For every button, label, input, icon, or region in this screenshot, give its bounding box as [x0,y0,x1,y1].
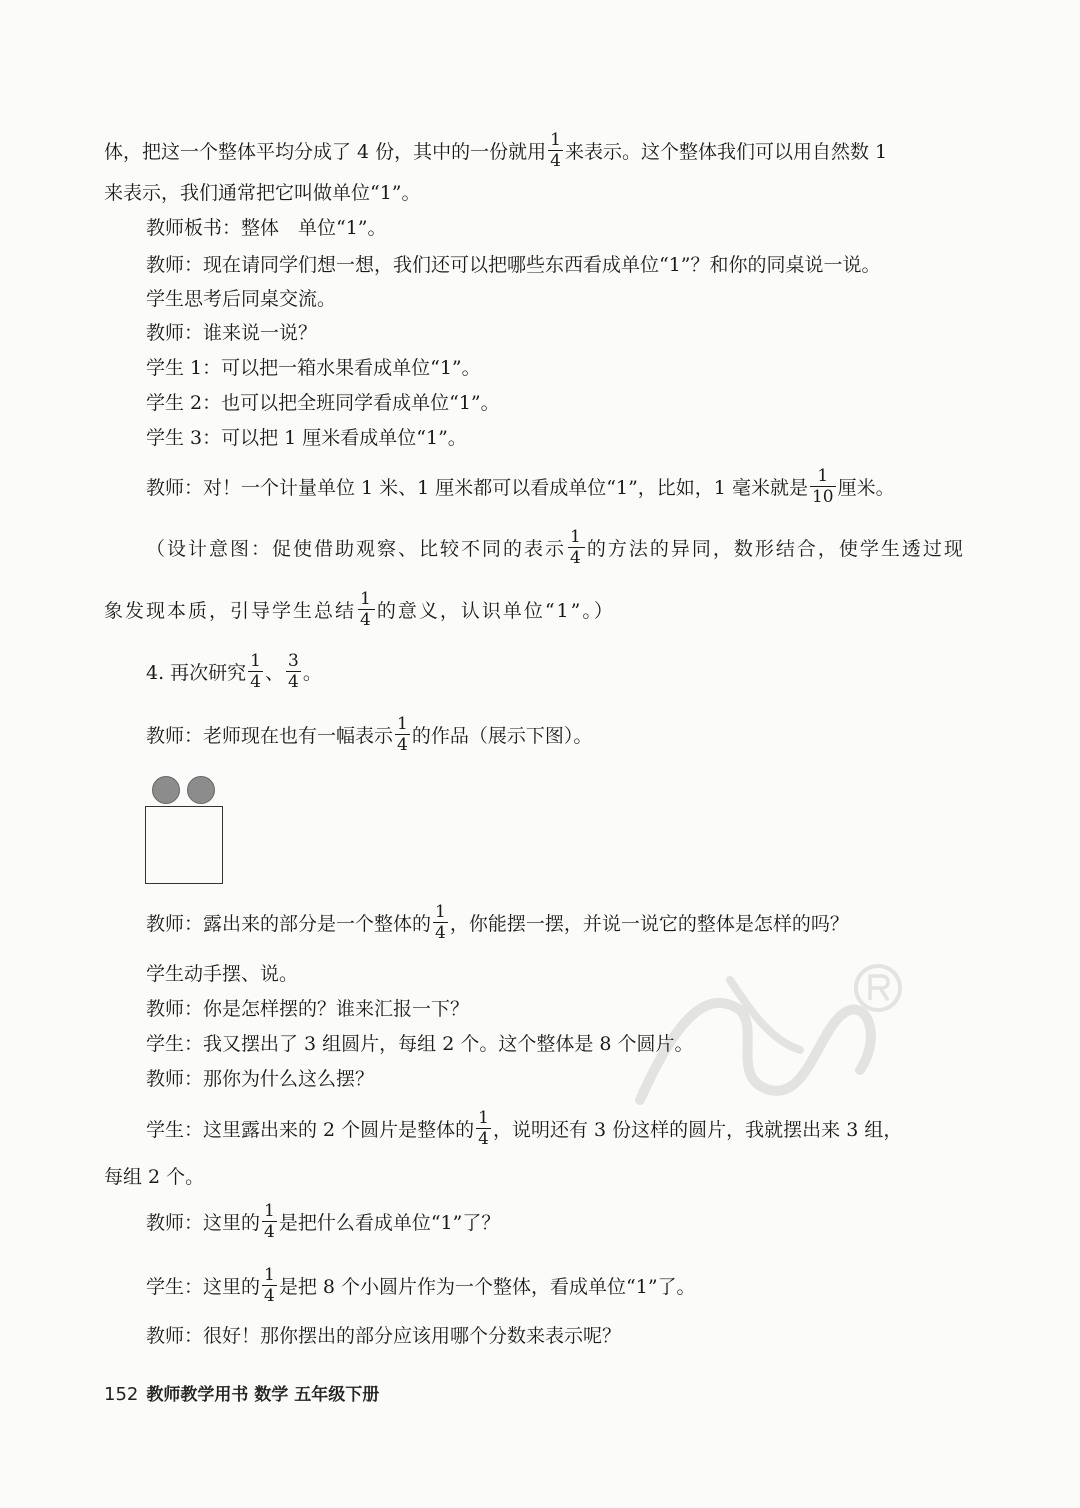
text-line: 教师板书：整体 单位“1”。 [146,217,387,239]
fraction-denominator: 4 [570,548,583,568]
fraction-denominator: 10 [811,487,834,507]
text-line: 教师：谁来说一说？ [146,322,318,344]
text-line: 教师：你是怎样摆的？谁来汇报一下？ [146,998,470,1020]
text-line [146,902,849,944]
section-heading [146,651,322,693]
book-title: 教师教学用书 数学 五年级下册 [146,1385,380,1405]
disc-icon [187,776,215,804]
fraction [395,716,410,754]
text-segment: 学生：这里的 [146,1276,261,1298]
text-line: 学生 3：可以把 1 厘米看成单位“1”。 [146,427,467,449]
text-segment: 来表示。这个整体我们可以用自然数 1 [565,141,888,163]
text-segment: 象发现本质，引导学生总结 [104,600,357,622]
text-segment: 学生：这里露出来的 2 个圆片是整体的 [146,1119,475,1141]
fraction-numerator: 1 [550,130,561,150]
text-line: 教师：那你为什么这么摆？ [146,1068,375,1090]
text-segment: 的方法的异同，数形结合，使学生透过现 [586,538,965,560]
text-segment: 是把 8 个小圆片作为一个整体，看成单位“1”了。 [278,1276,696,1298]
text-line [146,1265,696,1307]
fraction-numerator: 1 [360,589,373,609]
text-line: 教师：很好！那你摆出的部分应该用哪个分数来表示呢？ [146,1325,622,1347]
text-segment: 教师：这里的 [146,1212,261,1234]
fraction-numerator: 1 [435,902,446,922]
fraction-numerator: 1 [250,651,261,671]
fraction-denominator: 4 [550,151,561,171]
text-line [104,130,888,172]
fraction-numerator: 1 [264,1265,275,1285]
fraction-numerator: 1 [478,1108,489,1128]
fraction-denominator: 4 [250,672,261,692]
text-segment: 、 [265,662,285,684]
fraction [262,1203,277,1241]
text-segment: 4. 再次研究 [146,662,247,684]
text-segment: 的作品（展示下图）。 [411,725,593,747]
text-line: 学生 1：可以把一箱水果看成单位“1”。 [146,357,481,379]
fraction [248,653,263,691]
square-shape [145,806,223,884]
text-line: 来表示，我们通常把它叫做单位“1”。 [104,182,421,204]
fraction-numerator: 3 [288,651,299,671]
fraction [810,468,836,506]
text-segment: （设计意图：促使借助观察、比较不同的表示 [146,538,567,560]
text-segment: 。 [302,662,322,684]
design-note-line [146,527,965,569]
fraction-numerator: 1 [397,714,408,734]
page-number: 152 [104,1384,139,1405]
text-segment: 是把什么看成单位“1”了？ [278,1212,501,1234]
fraction [262,1267,277,1305]
fraction-denominator: 4 [435,923,446,943]
fraction-figure [143,776,229,888]
disc-icon [152,776,180,804]
fraction-denominator: 4 [264,1222,275,1242]
fraction [433,904,448,942]
text-segment: 的意义，认识单位“1”。） [376,600,615,622]
fraction-denominator: 4 [264,1286,275,1306]
fraction-denominator: 4 [478,1129,489,1149]
fraction [476,1110,491,1148]
fraction [568,529,585,567]
fraction-numerator: 1 [570,527,583,547]
text-segment: 教师：老师现在也有一幅表示 [146,725,394,747]
fraction-denominator: 4 [288,672,299,692]
design-note-line [104,589,615,631]
fraction [286,653,301,691]
text-line: 学生思考后同桌交流。 [146,288,337,310]
text-segment: 教师：露出来的部分是一个整体的 [146,913,432,935]
text-segment: 教师：对！一个计量单位 1 米、1 厘米都可以看成单位“1”，比如，1 毫米就是 [146,477,808,499]
text-line: 教师：现在请同学们想一想，我们还可以把哪些东西看成单位“1”？和你的同桌说一说。 [146,254,881,276]
fraction-denominator: 4 [397,735,408,755]
text-line: 每组 2 个。 [104,1166,205,1188]
fraction-numerator: 1 [264,1201,275,1221]
text-line: 学生：我又摆出了 3 组圆片，每组 2 个。这个整体是 8 个圆片。 [146,1033,694,1055]
text-line: 学生动手摆、说。 [146,963,299,985]
text-line: 学生 2：也可以把全班同学看成单位“1”。 [146,392,500,414]
publisher-watermark [620,950,920,1130]
fraction-denominator: 4 [360,610,373,630]
text-segment: ，说明还有 3 份这样的圆片，我就摆出来 3 组， [493,1119,903,1141]
page-footer [104,1380,379,1405]
fraction [358,591,375,629]
text-line [146,1201,501,1243]
text-line [146,714,593,756]
fraction [548,132,563,170]
text-segment: 厘米。 [837,477,895,499]
text-segment: ，你能摆一摆，并说一说它的整体是怎样的吗？ [449,913,849,935]
text-segment: 体，把这一个整体平均分成了 4 份，其中的一份就用 [104,141,547,163]
text-line [146,466,895,508]
fraction-numerator: 1 [810,468,836,487]
